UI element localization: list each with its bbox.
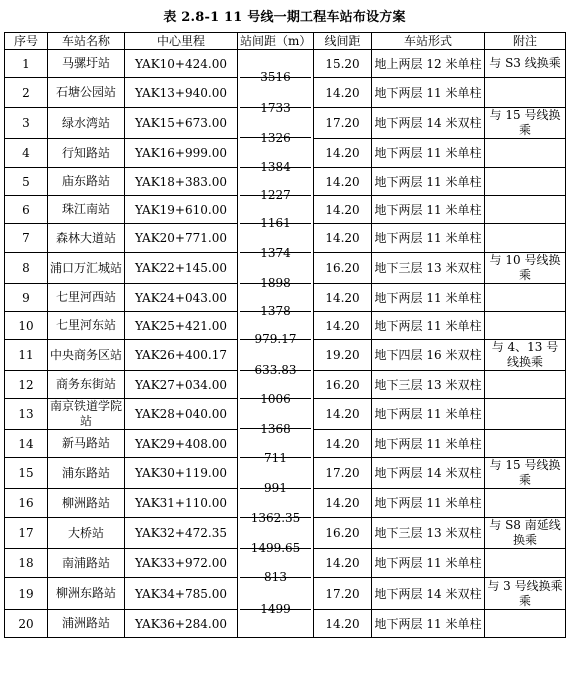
center-mileage: YAK28+040.00	[125, 399, 238, 430]
station-name: 绿水湾站	[48, 108, 125, 139]
line-gap: 16.20	[314, 371, 372, 399]
station-form: 地下两层 11 米单柱	[372, 399, 485, 430]
line-gap: 17.20	[314, 578, 372, 610]
station-distance: 1384	[260, 160, 291, 174]
station-distance: 1362.35	[250, 510, 301, 525]
center-mileage: YAK15+673.00	[125, 108, 238, 139]
station-distance: 979.17	[254, 332, 297, 346]
station-note	[485, 312, 566, 340]
station-distance: 1368	[260, 422, 291, 436]
line-gap: 14.20	[314, 139, 372, 168]
station-note	[485, 168, 566, 196]
col-header-distance: 站间距（m）	[238, 33, 314, 50]
line-gap: 16.20	[314, 253, 372, 284]
station-table	[4, 32, 566, 638]
line-gap: 14.20	[314, 312, 372, 340]
center-mileage: YAK25+421.00	[125, 312, 238, 340]
station-form: 地下两层 14 米双柱	[372, 458, 485, 489]
center-mileage: YAK22+145.00	[125, 253, 238, 284]
station-name: 石塘公园站	[48, 78, 125, 108]
station-name: 浦洲路站	[48, 610, 125, 638]
center-mileage: YAK13+940.00	[125, 78, 238, 108]
station-distance: 1378	[260, 304, 291, 318]
station-form: 地上两层 12 米单柱	[372, 50, 485, 78]
station-name: 浦口万汇城站	[48, 253, 125, 284]
row-no: 5	[5, 168, 48, 196]
row-no: 17	[5, 518, 48, 549]
table-row	[5, 610, 566, 638]
row-no: 6	[5, 196, 48, 224]
row-no: 20	[5, 610, 48, 638]
table-caption: 表 2.8-1 11 号线一期工程车站布设方案	[163, 10, 406, 25]
station-name: 浦东路站	[48, 458, 125, 489]
station-note	[485, 284, 566, 312]
station-form: 地下两层 11 米单柱	[372, 78, 485, 108]
line-gap: 14.20	[314, 610, 372, 638]
row-no: 2	[5, 78, 48, 108]
station-note	[485, 224, 566, 253]
station-note	[485, 139, 566, 168]
center-mileage: YAK27+034.00	[125, 371, 238, 399]
station-note	[485, 371, 566, 399]
line-gap: 14.20	[314, 196, 372, 224]
station-note: 与 3 号线换乘乘	[485, 578, 566, 610]
station-form: 地下三层 13 米双柱	[372, 518, 485, 549]
station-name: 行知路站	[48, 139, 125, 168]
line-gap: 14.20	[314, 224, 372, 253]
row-no: 13	[5, 399, 48, 430]
line-gap: 15.20	[314, 50, 372, 78]
station-form: 地下两层 11 米单柱	[372, 430, 485, 458]
col-header-mileage: 中心里程	[125, 33, 238, 50]
station-distance: 711	[264, 450, 287, 465]
station-name: 柳洲东路站	[48, 578, 125, 610]
line-gap: 14.20	[314, 78, 372, 108]
row-no: 16	[5, 489, 48, 518]
station-form: 地下两层 11 米单柱	[372, 224, 485, 253]
row-no: 18	[5, 549, 48, 578]
line-gap: 14.20	[314, 430, 372, 458]
center-mileage: YAK34+785.00	[125, 578, 238, 610]
station-distance: 1499.65	[250, 541, 301, 555]
line-gap: 19.20	[314, 340, 372, 371]
row-no: 19	[5, 578, 48, 610]
row-no: 12	[5, 371, 48, 399]
station-form: 地下两层 11 米单柱	[372, 489, 485, 518]
station-note: 与 10 号线换乘	[485, 253, 566, 284]
station-name: 大桥站	[48, 518, 125, 549]
station-form: 地下四层 16 米双柱	[372, 340, 485, 371]
station-note: 与 15 号线换乘	[485, 108, 566, 139]
station-note: 与 S8 南延线换乘	[485, 518, 566, 549]
station-note	[485, 549, 566, 578]
center-mileage: YAK36+284.00	[125, 610, 238, 638]
center-mileage: YAK18+383.00	[125, 168, 238, 196]
station-note: 与 S3 线换乘	[485, 50, 566, 78]
row-no: 11	[5, 340, 48, 371]
row-no: 7	[5, 224, 48, 253]
col-header-no: 序号	[5, 33, 48, 50]
line-gap: 17.20	[314, 108, 372, 139]
center-mileage: YAK33+972.00	[125, 549, 238, 578]
center-mileage: YAK29+408.00	[125, 430, 238, 458]
station-name: 商务东街站	[48, 371, 125, 399]
station-form: 地下两层 11 米单柱	[372, 312, 485, 340]
station-form: 地下两层 14 米双柱	[372, 578, 485, 610]
center-mileage: YAK20+771.00	[125, 224, 238, 253]
row-no: 14	[5, 430, 48, 458]
station-distance: 1898	[260, 276, 291, 290]
distance-cell	[238, 601, 314, 638]
station-name: 七里河西站	[48, 284, 125, 312]
station-distance: 633.83	[254, 363, 297, 377]
center-mileage: YAK30+119.00	[125, 458, 238, 489]
station-name: 庙东路站	[48, 168, 125, 196]
station-note: 与 15 号线换乘	[485, 458, 566, 489]
station-distance: 1374	[260, 245, 291, 260]
station-note	[485, 430, 566, 458]
station-form: 地下两层 11 米单柱	[372, 168, 485, 196]
table-header-row	[5, 33, 566, 50]
station-distance: 1227	[260, 188, 291, 202]
line-gap: 17.20	[314, 458, 372, 489]
station-note: 与 4、13 号线换乘	[485, 340, 566, 371]
row-no: 4	[5, 139, 48, 168]
center-mileage: YAK24+043.00	[125, 284, 238, 312]
station-distance: 1006	[260, 392, 291, 406]
row-no: 10	[5, 312, 48, 340]
row-no: 8	[5, 253, 48, 284]
col-header-form: 车站形式	[372, 33, 485, 50]
station-distance: 813	[264, 570, 287, 584]
station-form: 地下两层 11 米单柱	[372, 549, 485, 578]
station-form: 地下三层 13 米双柱	[372, 253, 485, 284]
row-no: 15	[5, 458, 48, 489]
line-gap: 14.20	[314, 168, 372, 196]
center-mileage: YAK16+999.00	[125, 139, 238, 168]
station-distance: 1733	[260, 101, 291, 115]
station-form: 地下两层 14 米双柱	[372, 108, 485, 139]
center-mileage: YAK19+610.00	[125, 196, 238, 224]
station-note	[485, 610, 566, 638]
col-header-name: 车站名称	[48, 33, 125, 50]
center-mileage: YAK10+424.00	[125, 50, 238, 78]
station-name: 南京铁道学院站	[48, 399, 125, 430]
row-no: 9	[5, 284, 48, 312]
station-name: 柳洲路站	[48, 489, 125, 518]
station-name: 新马路站	[48, 430, 125, 458]
line-gap: 14.20	[314, 549, 372, 578]
center-mileage: YAK32+472.35	[125, 518, 238, 549]
row-no: 1	[5, 50, 48, 78]
station-distance: 1161	[260, 216, 291, 230]
station-name: 森林大道站	[48, 224, 125, 253]
station-distance: 1499	[260, 601, 291, 616]
station-note	[485, 489, 566, 518]
station-distance: 991	[264, 481, 287, 495]
station-name: 马骡圩站	[48, 50, 125, 78]
station-name: 七里河东站	[48, 312, 125, 340]
line-gap: 14.20	[314, 489, 372, 518]
station-form: 地下三层 13 米双柱	[372, 371, 485, 399]
station-name: 珠江南站	[48, 196, 125, 224]
col-header-note: 附注	[485, 33, 566, 50]
station-note	[485, 196, 566, 224]
station-note	[485, 78, 566, 108]
line-gap: 14.20	[314, 399, 372, 430]
station-form: 地下两层 11 米单柱	[372, 610, 485, 638]
line-gap: 16.20	[314, 518, 372, 549]
station-form: 地下两层 11 米单柱	[372, 196, 485, 224]
station-form: 地下两层 11 米单柱	[372, 139, 485, 168]
station-distance: 1326	[260, 131, 291, 145]
station-form: 地下两层 11 米单柱	[372, 284, 485, 312]
station-distance: 3516	[260, 70, 291, 84]
col-header-line-gap: 线间距	[314, 33, 372, 50]
station-name: 中央商务区站	[48, 340, 125, 371]
center-mileage: YAK26+400.17	[125, 340, 238, 371]
row-no: 3	[5, 108, 48, 139]
station-note	[485, 399, 566, 430]
station-name: 南浦路站	[48, 549, 125, 578]
line-gap: 14.20	[314, 284, 372, 312]
center-mileage: YAK31+110.00	[125, 489, 238, 518]
